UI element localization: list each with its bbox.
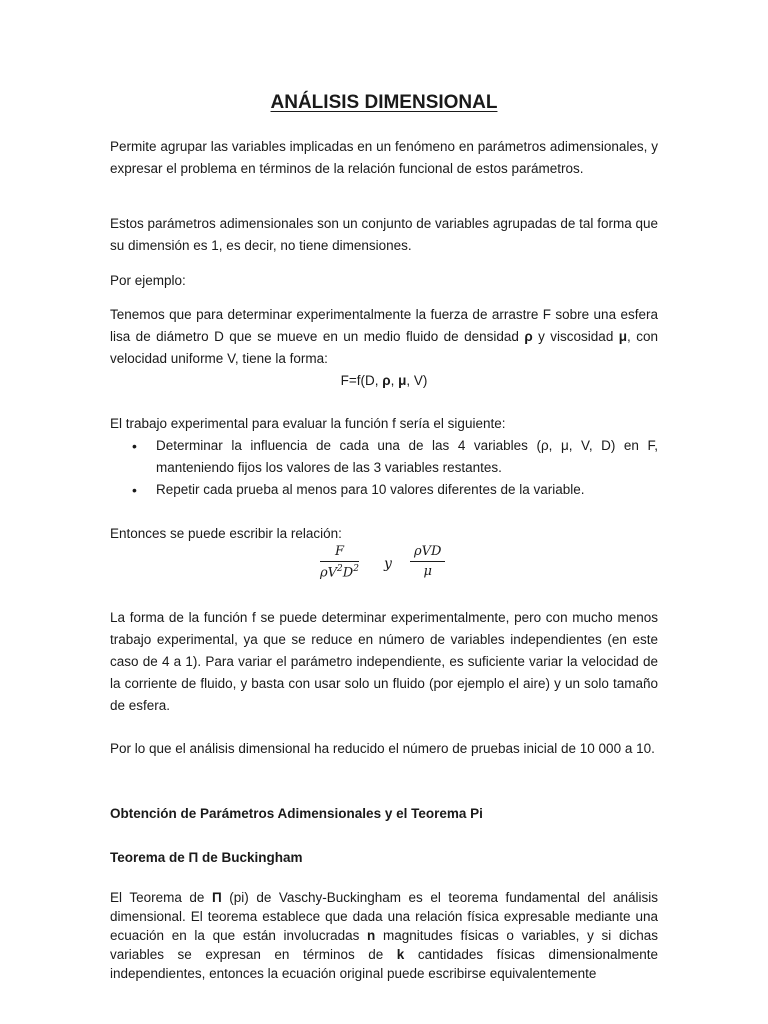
list-item-text: Determinar la influencia de cada una de las 4 variables (ρ, μ, V, D) en F, manteniendo fijos los valores de las 3 variables restantes. (156, 438, 658, 475)
theorem-paragraph (110, 888, 658, 983)
example-text-c: , con velocidad uniforme V, tiene la forma: (110, 329, 658, 366)
conjunction-y: y (384, 556, 392, 572)
dimensionless-group-1 (320, 544, 359, 580)
experimental-intro: El trabajo experimental para evaluar la función f sería el siguiente: (110, 416, 506, 431)
den-base: ρV (320, 565, 338, 581)
n-variable: n (367, 928, 376, 943)
reduction-paragraph: Por lo que el análisis dimensional ha reducido el número de pruebas inicial de 10 000 a 10. (110, 741, 655, 756)
example-label: Por ejemplo: (110, 273, 186, 288)
section-heading: Obtención de Parámetros Adimensionales y el Teorema Pi (110, 806, 483, 821)
fraction-2-denominator: μ (423, 564, 432, 579)
theorem-text-d: cantidades físicas dimensionalmente independientes, entonces la ecuación original puede escribirse equivalentemente (110, 947, 658, 981)
fraction-1-numerator: F (320, 544, 359, 562)
formula-pre: F=f(D, (340, 373, 383, 388)
document-title: ANÁLISIS DIMENSIONAL (270, 92, 498, 113)
theorem-text-c: magnitudes físicas o variables, y si dichas variables se expresan en términos de (110, 928, 658, 962)
intro-paragraph-2: Estos parámetros adimensionales son un conjunto de variables agrupadas de tal forma que su dimensión es 1, es decir, no tiene dimensiones. (110, 216, 658, 253)
fraction-1-denominator (320, 562, 359, 580)
formula-rho: ρ (382, 373, 391, 388)
relation-intro: Entonces se puede escribir la relación: (110, 526, 342, 541)
rho-symbol: ρ (524, 329, 533, 344)
list-item-text: Repetir cada prueba al menos para 10 valores diferentes de la variable. (156, 482, 585, 497)
k-variable: k (396, 947, 405, 962)
subsection-heading: Teorema de Π de Buckingham (110, 850, 303, 865)
list-item (110, 479, 658, 501)
theorem-text-a: El Teorema de (110, 890, 212, 905)
example-paragraph (110, 304, 658, 370)
den-mid: D (342, 565, 354, 581)
bullet-icon: • (132, 438, 137, 454)
example-text-a: Tenemos que para determinar experimentalmente la fuerza de arrastre F sobre una esfera lisa de diámetro D que se mueve en un medio fluido de densidad (110, 307, 658, 344)
example-text-b: y viscosidad (532, 329, 619, 344)
bullet-icon: • (132, 482, 137, 498)
drag-force-formula (110, 370, 658, 392)
experimental-steps-list (110, 435, 658, 501)
list-item (110, 435, 658, 479)
dimensionless-group-2 (410, 544, 445, 579)
function-form-paragraph: La forma de la función f se puede determinar experimentalmente, pero con mucho menos trabajo experimental, ya que se reduce en número de variables independientes (en este caso de 4 a 1). Para variar el parámetro independiente, es suficiente variar la velocidad de la corriente de fluido, y basta con usar solo un fluido (por ejemplo el aire) y un solo tamaño de esfera. (110, 610, 658, 713)
intro-paragraph-1: Permite agrupar las variables implicadas en un fenómeno en parámetros adimensionales, y expresar el problema en términos de la relación funcional de estos parámetros. (110, 139, 658, 176)
formula-mu: μ (398, 373, 407, 388)
den-exp-1: 2 (337, 564, 343, 574)
theorem-text-b: (pi) de Vaschy-Buckingham es el teorema fundamental del análisis dimensional. El teorema establece que dada una relación física expresable mediante una ecuación en la que están involucradas (110, 890, 658, 943)
formula-sep: , (390, 373, 399, 388)
fraction-2-numerator: ρVD (410, 544, 445, 562)
mu-symbol: μ (618, 329, 628, 344)
pi-symbol: Π (211, 890, 222, 905)
den-exp-2: 2 (353, 564, 359, 574)
formula-post: , V) (406, 373, 428, 388)
